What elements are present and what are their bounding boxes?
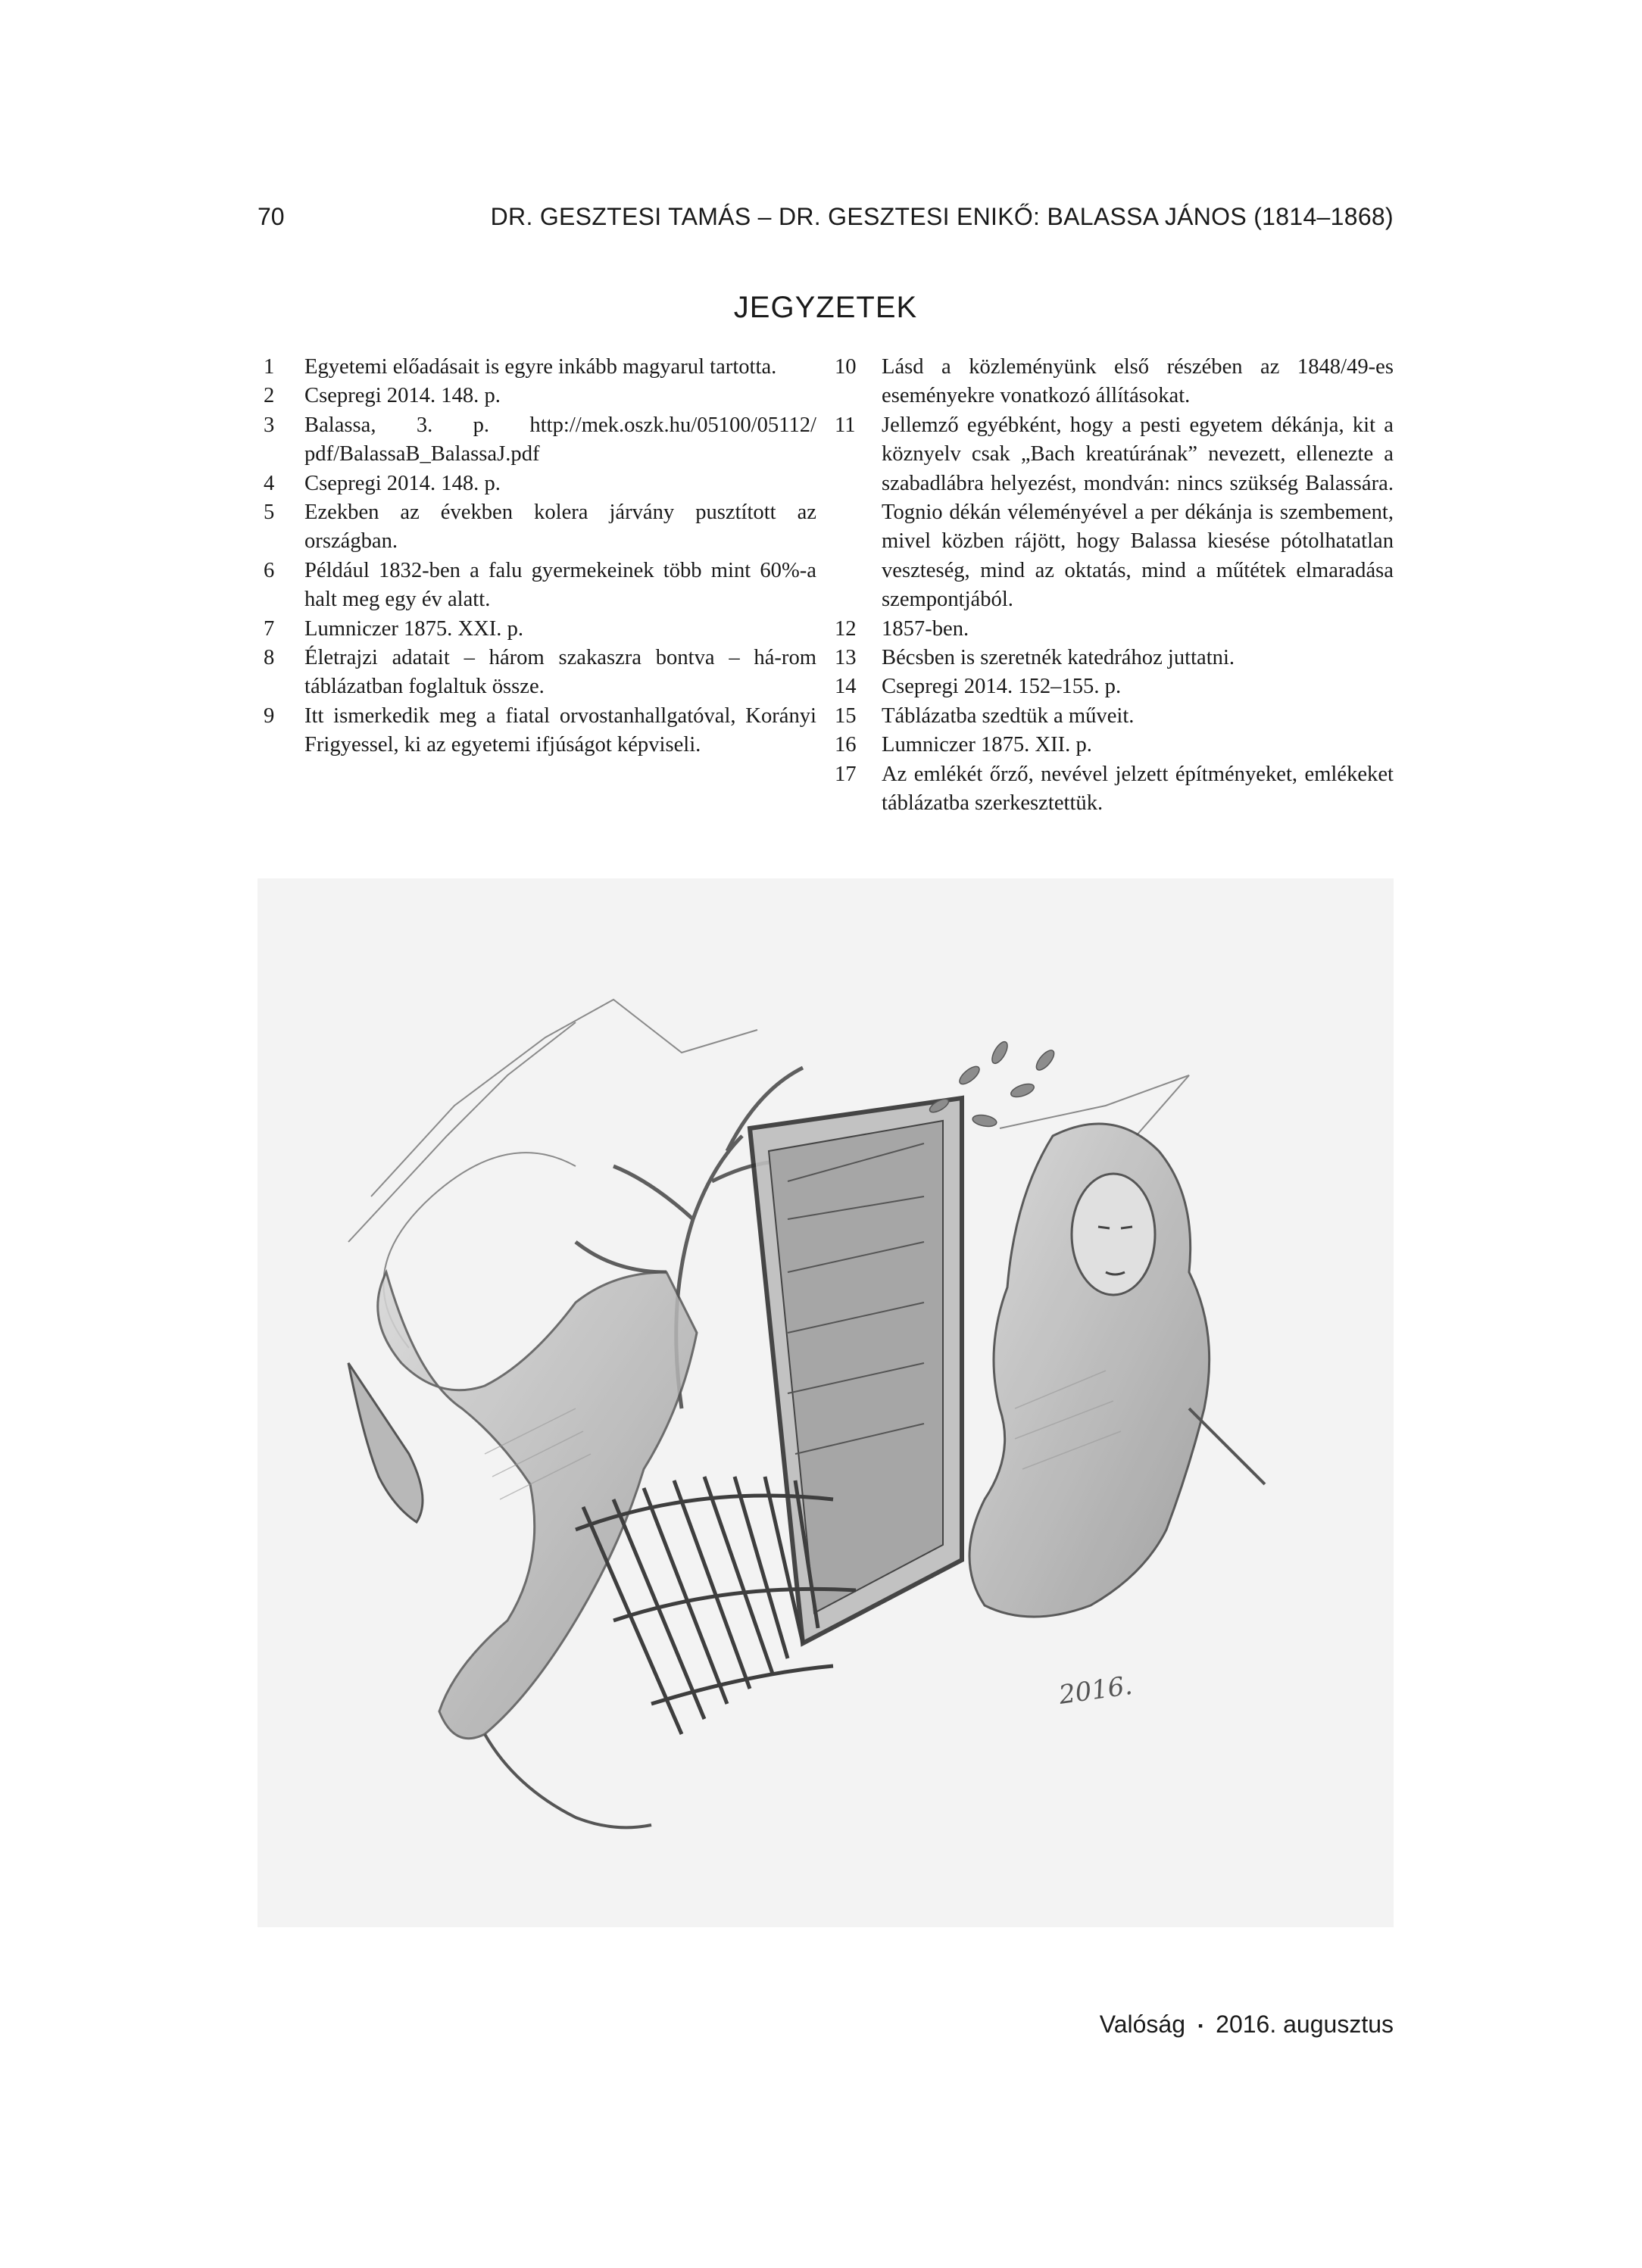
artist-signature: 2016. <box>1057 1670 1135 1711</box>
footnote-text: Egyetemi előadásait is egyre inkább magyarul tartotta. <box>304 355 777 379</box>
issue-date: 2016. augusztus <box>1216 2011 1394 2038</box>
footer-separator: ▪ <box>1197 2018 1203 2034</box>
page-header <box>258 203 1394 241</box>
notes-column-left <box>258 353 816 760</box>
footnote-text: Lásd a közleményünk első részében az 1848/49-es eseményekre vonatkozó állításokat. <box>882 355 1394 408</box>
footnote-number: 15 <box>835 703 857 728</box>
pencil-illustration <box>258 878 1394 1927</box>
footnote-number: 9 <box>264 703 275 728</box>
footnote-item <box>835 760 1394 819</box>
footnote-text: Például 1832-ben a falu gyermekeinek több mint 60%-a halt meg egy év alatt. <box>304 558 816 612</box>
footnote-number: 13 <box>835 646 857 670</box>
footnote-number: 17 <box>835 762 857 786</box>
footnote-text: Itt ismerkedik meg a fiatal orvostanhallgatóval, Korányi Frigyessel, ki az egyetemi ifjúságot képviseli. <box>304 703 816 757</box>
footnote-number: 16 <box>835 733 857 757</box>
footnote-item <box>835 644 1394 672</box>
footnote-item <box>258 382 816 410</box>
footnote-number: 14 <box>835 675 857 699</box>
footnote-text: Balassa, 3. p. http://mek.oszk.hu/05100/05112/ pdf/BalassaB_BalassaJ.pdf <box>304 413 816 466</box>
footnote-text: 1857-ben. <box>882 616 969 641</box>
footnote-number: 10 <box>835 355 857 379</box>
page-number: 70 <box>258 203 285 230</box>
footnote-text: Az emlékét őrző, nevével jelzett építményeket, emlékeket táblázatba szerkesztettük. <box>882 762 1394 816</box>
footnote-text: Bécsben is szeretnék katedrához juttatni. <box>882 646 1235 670</box>
footnote-number: 6 <box>264 558 275 582</box>
footnote-number: 4 <box>264 471 275 495</box>
footnote-text: Csepregi 2014. 148. p. <box>304 471 501 495</box>
footnote-text: Jellemző egyébként, hogy a pesti egyetem dékánja, kit a köznyelv csak „Bach kreatúrának” nevezett, ellenezte a szabadlábra helyezést, mondván: nincs szükség Balassára. Tognio dékán véleményével a per dékánja is szembement, mivel közben rájött, hogy Balassa kiesése pótolhatatlan veszteség, mind az oktatás, mind a műtétek elmaradása szempontjából. <box>882 413 1394 612</box>
footnote-item <box>835 411 1394 615</box>
footnote-number: 1 <box>264 355 275 379</box>
footnote-item <box>258 644 816 702</box>
footnote-item <box>835 353 1394 411</box>
footnote-item <box>835 702 1394 731</box>
footnote-item <box>258 498 816 557</box>
running-head: DR. GESZTESI TAMÁS – DR. GESZTESI ENIKŐ: BALASSA JÁNOS (1814–1868) <box>490 203 1394 230</box>
footnote-item <box>835 615 1394 644</box>
footnote-number: 11 <box>835 413 856 437</box>
footnote-text: Csepregi 2014. 152–155. p. <box>882 675 1122 699</box>
footnote-item <box>835 731 1394 760</box>
footnote-text: Lumniczer 1875. XII. p. <box>882 733 1092 757</box>
footnote-text: Ezekben az években kolera járvány pusztított az országban. <box>304 501 816 554</box>
footnote-text: Lumniczer 1875. XXI. p. <box>304 616 524 641</box>
page-footer <box>1100 2011 1394 2039</box>
footnote-item <box>258 411 816 470</box>
section-title: JEGYZETEK <box>733 291 918 324</box>
journal-name: Valóság <box>1099 2011 1185 2038</box>
footnote-number: 8 <box>264 646 275 670</box>
footnote-item <box>835 672 1394 701</box>
footnote-number: 2 <box>264 384 275 408</box>
footnote-item <box>258 353 816 382</box>
footnote-item <box>258 615 816 644</box>
footnote-item <box>258 702 816 760</box>
footnote-text: Életrajzi adatait – három szakaszra bontva – há-rom táblázatban foglaltuk össze. <box>304 646 816 699</box>
footnote-text: Táblázatba szedtük a műveit. <box>882 703 1135 728</box>
footnote-number: 5 <box>264 501 275 525</box>
footnote-number: 12 <box>835 616 857 641</box>
footnote-item <box>258 557 816 615</box>
footnote-text: Csepregi 2014. 148. p. <box>304 384 501 408</box>
footnote-number: 3 <box>264 413 275 437</box>
footnote-item <box>258 470 816 498</box>
illustration-drawing <box>258 878 1394 1927</box>
notes-column-right <box>835 353 1394 819</box>
footnote-number: 7 <box>264 616 275 641</box>
